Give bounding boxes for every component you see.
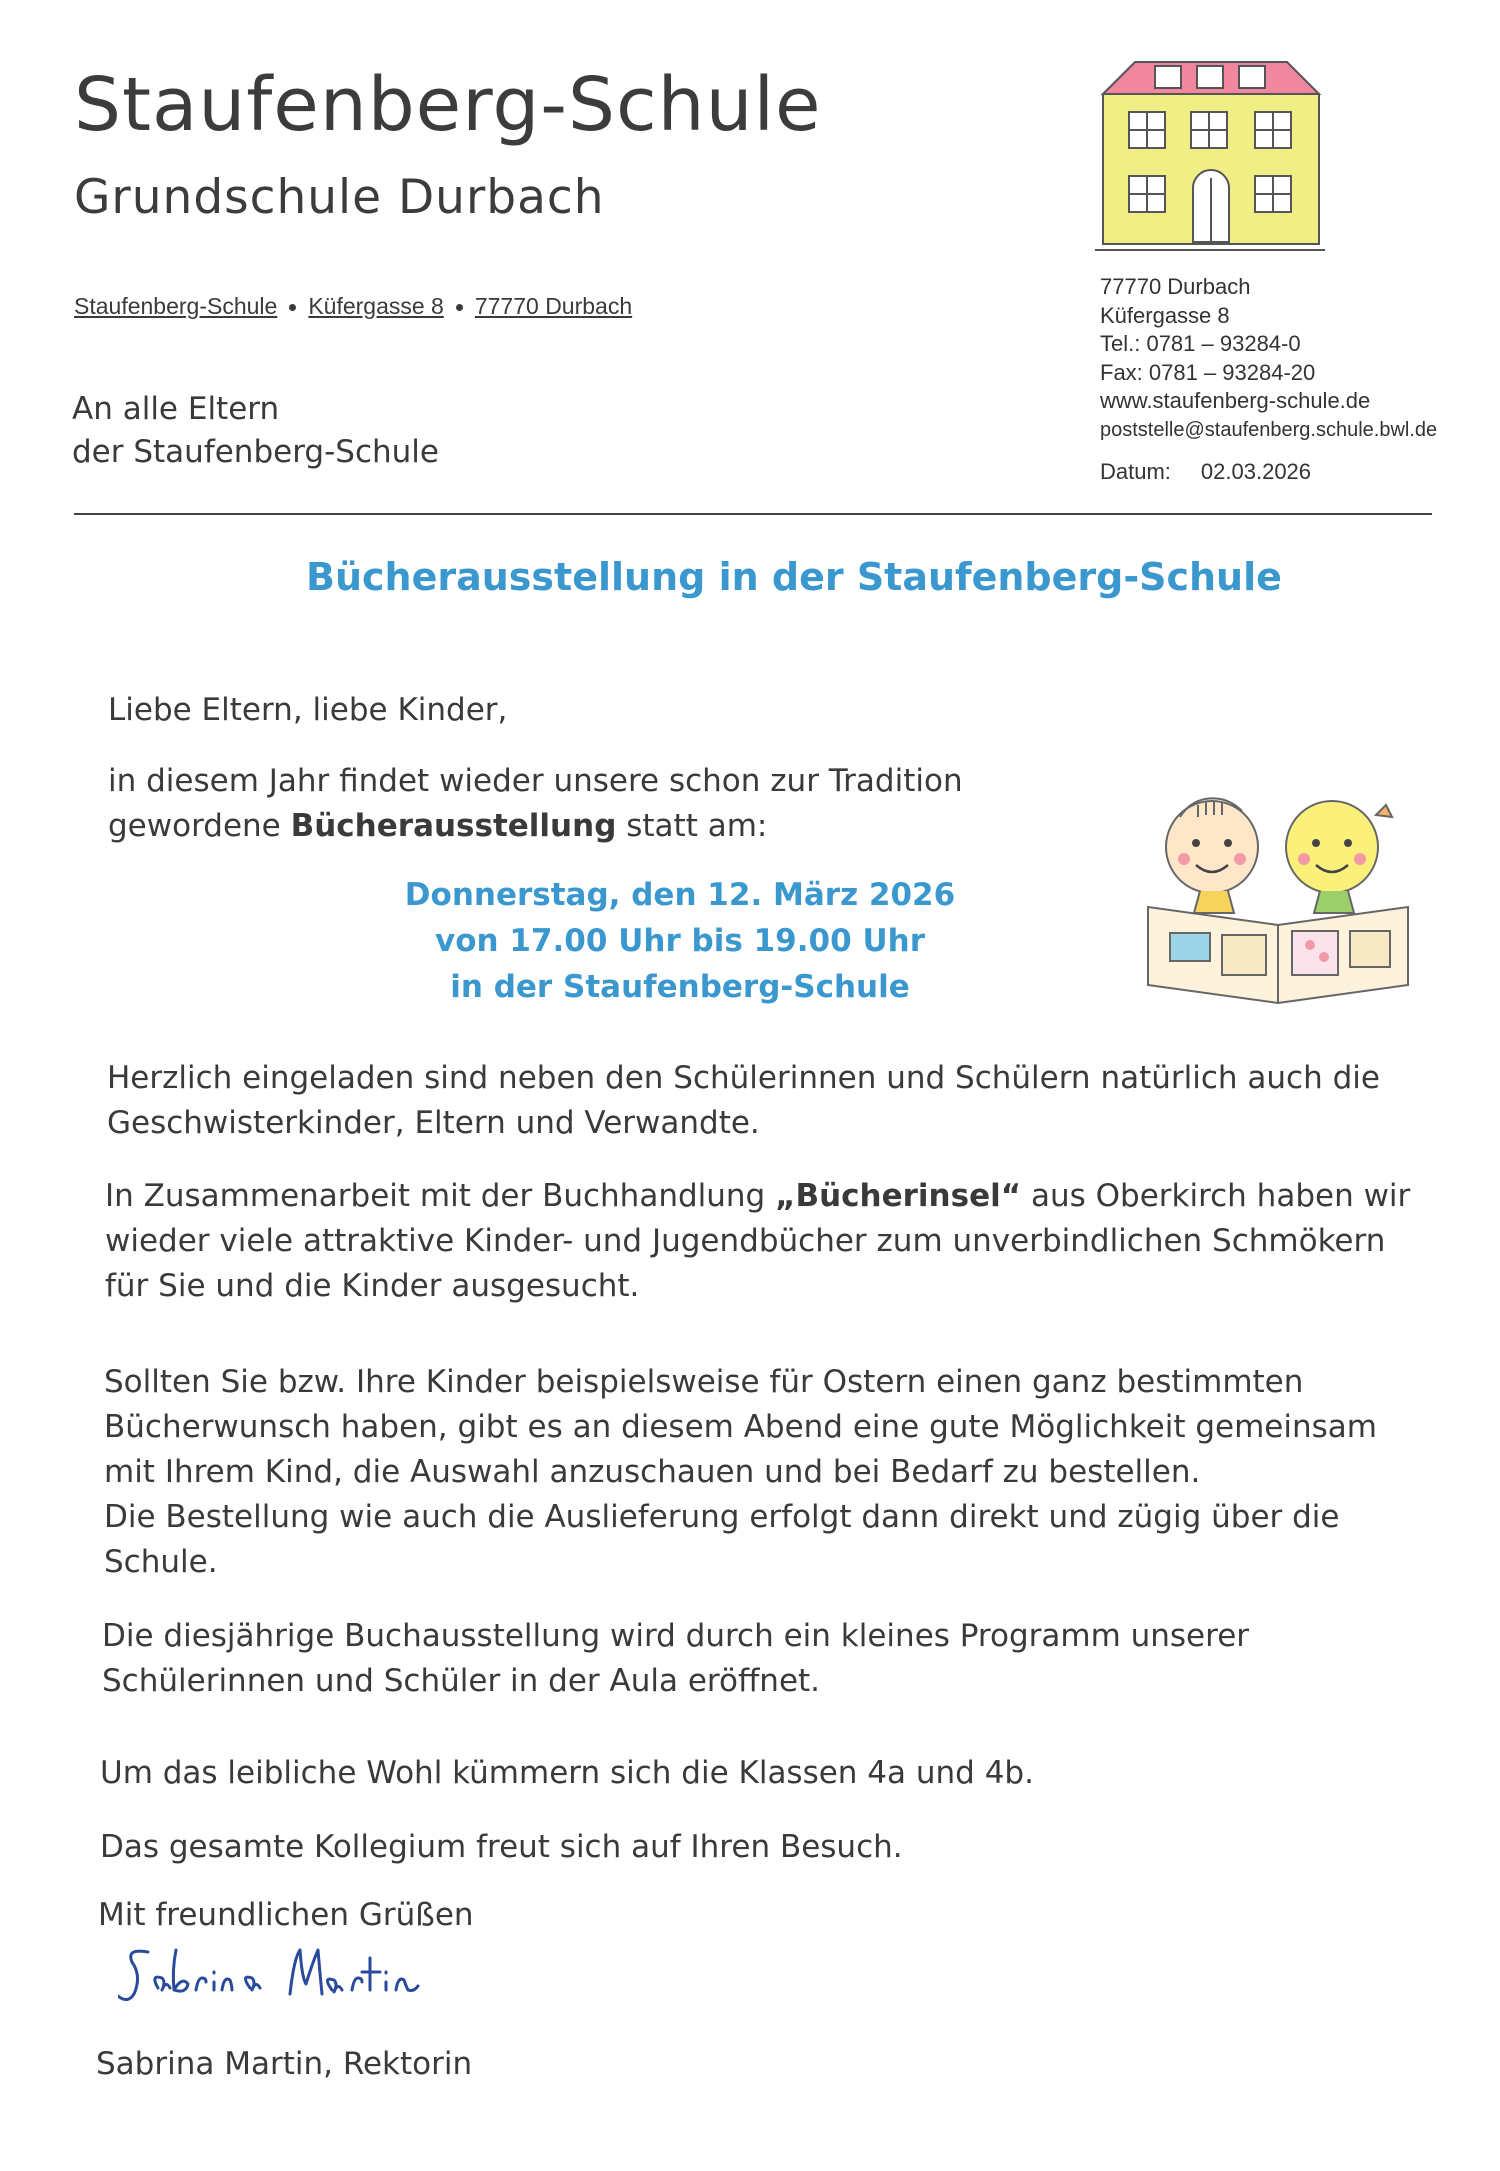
paragraph-line: Herzlich eingeladen sind neben den Schülerinnen und Schülern natürlich auch die [107, 1060, 1380, 1096]
order-paragraph [104, 1360, 1377, 1585]
date-row [1100, 458, 1437, 487]
bullet-dot [289, 304, 296, 311]
event-place: in der Staufenberg-Schule [450, 969, 910, 1005]
intro-text: statt am: [616, 808, 768, 844]
paragraph-line: Bücherwunsch haben, gibt es an diesem Abend eine gute Möglichkeit gemeinsam [104, 1409, 1377, 1445]
paragraph-line: Sollten Sie bzw. Ihre Kinder beispielsweise für Ostern einen ganz bestimmten [104, 1364, 1304, 1400]
signature [118, 1938, 458, 2018]
intro-paragraph [108, 759, 963, 849]
sender-street: Küfergasse 8 [308, 293, 444, 319]
date-label: Datum: [1100, 459, 1171, 484]
contact-city: 77770 Durbach [1100, 274, 1251, 299]
school-subtitle: Grundschule Durbach [74, 170, 605, 225]
event-date: Donnerstag, den 12. März 2026 [404, 877, 956, 913]
event-time: von 17.00 Uhr bis 19.00 Uhr [435, 923, 925, 959]
program-paragraph [102, 1614, 1249, 1704]
school-name: Staufenberg-Schule [74, 62, 822, 148]
paragraph-text: In Zusammenarbeit mit der Buchhandlung [105, 1178, 776, 1214]
food-paragraph: Um das leibliche Wohl kümmern sich die Klassen 4a und 4b. [100, 1755, 1034, 1791]
paragraph-line [105, 1174, 1410, 1219]
sender-city: 77770 Durbach [474, 293, 633, 319]
paragraph-line: Die diesjährige Buchausstellung wird durch ein kleines Programm unserer [102, 1618, 1250, 1654]
intro-line: in diesem Jahr findet wieder unsere schon zur Tradition [108, 763, 963, 799]
paragraph-line: Schülerinnen und Schüler in der Aula eröffnet. [102, 1663, 821, 1699]
cooperation-paragraph [105, 1174, 1410, 1309]
paragraph-text: aus Oberkirch haben wir [1021, 1178, 1411, 1214]
paragraph-line: Die Bestellung wie auch die Auslieferung erfolgt dann direkt und zügig über die [104, 1499, 1340, 1535]
bullet-dot [456, 304, 463, 311]
contact-email[interactable]: poststelle@staufenberg.schule.bwl.de [1100, 418, 1438, 441]
paragraph-line: wieder viele attraktive Kinder- und Jugendbücher zum unverbindlichen Schmökern [105, 1223, 1386, 1259]
event-details [360, 872, 1000, 1010]
contact-phone: Tel.: 0781 – 93284-0 [1100, 331, 1301, 356]
intro-text: gewordene [108, 808, 291, 844]
date-value: 02.03.2026 [1200, 459, 1312, 484]
paragraph-line: mit Ihrem Kind, die Auswahl anzuschauen und bei Bedarf zu bestellen. [104, 1454, 1201, 1490]
paragraph-line: für Sie und die Kinder ausgesucht. [105, 1268, 640, 1304]
contact-fax: Fax: 0781 – 93284-20 [1100, 359, 1316, 385]
bookstore-name: „Bücherinsel“ [775, 1178, 1022, 1214]
recipient-line: der Staufenberg-Schule [72, 434, 439, 470]
contact-website[interactable]: www.staufenberg-schule.de [1100, 388, 1371, 413]
contact-street: Küfergasse 8 [1100, 302, 1230, 328]
paragraph-line: Geschwisterkinder, Eltern und Verwandte. [107, 1105, 760, 1141]
school-building-logo [1095, 52, 1325, 260]
invite-paragraph [107, 1056, 1380, 1146]
contact-block [1100, 273, 1437, 487]
team-paragraph: Das gesamte Kollegium freut sich auf Ihren Besuch. [100, 1829, 903, 1865]
header-divider [74, 513, 1432, 515]
greeting: Liebe Eltern, liebe Kinder, [108, 692, 508, 728]
intro-bold: Bücherausstellung [290, 808, 617, 844]
sender-address-line [74, 293, 632, 320]
closing: Mit freundlichen Grüßen [98, 1897, 474, 1933]
sender-name: Staufenberg-Schule [74, 293, 278, 319]
children-reading-illustration [1140, 785, 1420, 1010]
intro-line [108, 804, 963, 849]
recipient-line: An alle Eltern [72, 391, 280, 427]
recipient-block [72, 388, 439, 474]
letter-title: Bücherausstellung in der Staufenberg-Schule [306, 555, 1282, 599]
paragraph-line: Schule. [104, 1544, 218, 1580]
signer-name: Sabrina Martin, Rektorin [96, 2046, 473, 2082]
